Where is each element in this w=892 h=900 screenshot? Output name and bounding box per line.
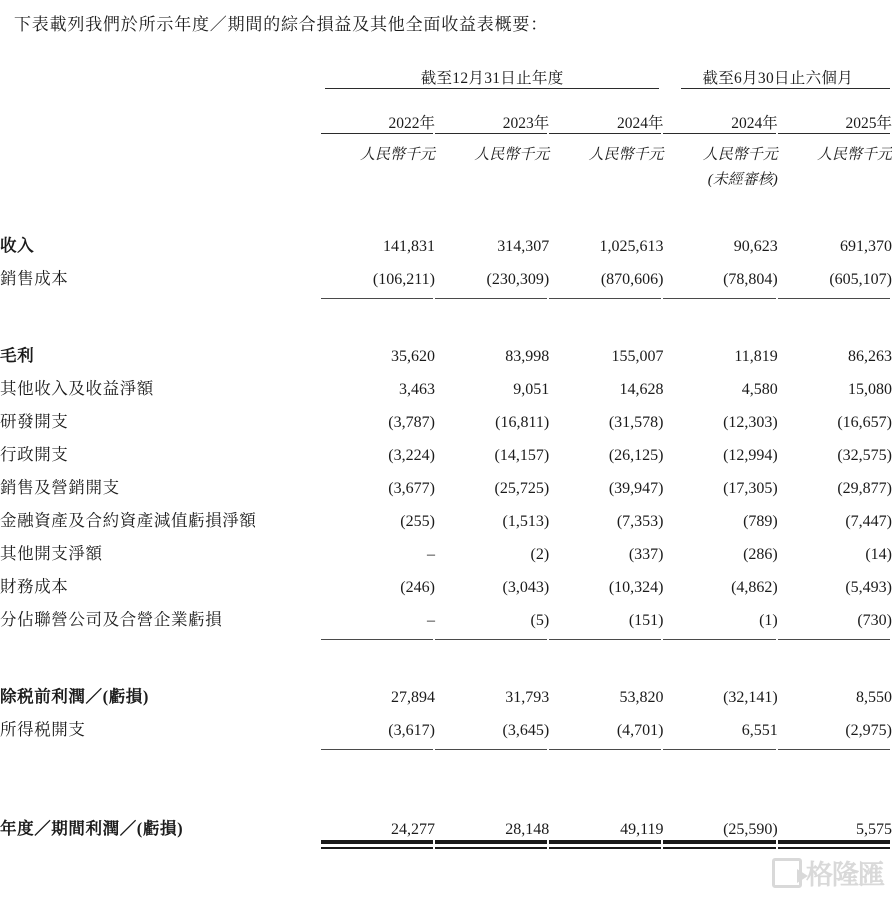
cell-selling-marketing-2022: (3,677) (388, 480, 435, 497)
cell-share-of-losses-2022: – (426, 612, 435, 629)
cell-other-expenses-2024h1: (286) (743, 546, 778, 563)
year-header-2025-interim: 2025年 (845, 115, 892, 132)
unit-label-2024-annual: 人民幣千元 (588, 147, 664, 163)
spacer-after-year-rule (0, 134, 892, 143)
total-double-rule-row (0, 839, 892, 849)
row-label-admin-expenses: 行政開支 (0, 445, 69, 464)
subtotal-rule-pretax-2023 (435, 630, 549, 640)
cell-profit-before-tax-2024h1: (32,141) (723, 689, 778, 706)
year-header-2023: 2023年 (502, 115, 550, 132)
cell-impairment-losses-2022: (255) (400, 513, 435, 530)
cell-selling-marketing-2023: (25,725) (494, 480, 550, 497)
year-header-2024-interim: 2024年 (731, 115, 778, 132)
watermark (772, 853, 884, 892)
subtotal-rule-pretax-2025h1 (778, 630, 892, 640)
cell-admin-expenses-2025h1: (32,575) (837, 447, 892, 464)
subtotal-rule-pretax-2022 (321, 630, 435, 640)
row-label-gross-profit: 毛利 (0, 346, 35, 365)
subtotal-rule-net-2023 (435, 740, 549, 750)
spacer-before-net-profit (0, 750, 892, 784)
total-rule-2022 (321, 839, 435, 849)
unit-header-row (0, 143, 892, 164)
subtotal-rule-net-2024h1 (663, 740, 777, 750)
cell-share-of-losses-2024: (151) (628, 612, 664, 629)
spacer-before-net-profit-2 (0, 784, 892, 806)
table-row (0, 564, 892, 597)
year-header-2022: 2022年 (388, 115, 435, 132)
table-row (0, 366, 892, 399)
subtotal-rule-net-2022 (321, 740, 435, 750)
cell-admin-expenses-2024h1: (12,994) (723, 447, 778, 464)
unit-header-spacer (0, 143, 321, 164)
cell-cost-of-sales-2024: (870,606) (600, 271, 664, 288)
subtotal-rule-net-2024 (549, 740, 663, 750)
subtotal-rule-row (0, 289, 892, 299)
cell-other-income-2025h1: 15,080 (848, 381, 892, 398)
subtotal-rule-pretax-2024h1 (663, 630, 777, 640)
cell-impairment-losses-2024: (7,353) (616, 513, 664, 530)
spacer-before-body (0, 189, 892, 223)
cell-revenue-2025h1: 691,370 (840, 238, 892, 255)
cell-income-tax-2024h1: 6,551 (741, 722, 778, 739)
row-label-profit-for-period: 年度／期間利潤／(虧損) (0, 819, 184, 838)
subtotal-rule-2024 (549, 289, 663, 299)
subtotal-rule-net-2025h1 (778, 740, 892, 750)
table-row (0, 806, 892, 839)
cell-finance-costs-2024h1: (4,862) (731, 579, 778, 596)
cell-profit-before-tax-2025h1: 8,550 (856, 689, 892, 706)
watermark-text: 格隆匯 (806, 860, 884, 891)
cell-rnd-expenses-2023: (16,811) (495, 414, 550, 431)
table-row (0, 465, 892, 498)
cell-cost-of-sales-2023: (230,309) (486, 271, 550, 288)
table-row (0, 498, 892, 531)
cell-share-of-losses-2023: (5) (530, 612, 550, 629)
subtotal-rule-2024h1 (663, 289, 777, 299)
row-label-revenue: 收入 (0, 236, 35, 255)
financial-summary-table (0, 66, 892, 849)
subtotal-rule-2023 (435, 289, 549, 299)
cell-other-income-2022: 3,463 (398, 381, 435, 398)
year-header-row (0, 111, 892, 133)
cell-other-expenses-2024: (337) (628, 546, 664, 563)
row-label-impairment-losses: 金融資產及合約資產減值虧損淨額 (0, 511, 257, 530)
table-row (0, 597, 892, 630)
cell-selling-marketing-2025h1: (29,877) (837, 480, 892, 497)
cell-rnd-expenses-2022: (3,787) (388, 414, 435, 431)
cell-profit-before-tax-2022: 27,894 (390, 689, 435, 706)
row-label-other-expenses: 其他開支淨額 (0, 544, 103, 563)
cell-cost-of-sales-2022: (106,211) (372, 271, 435, 288)
cell-gross-profit-2025h1: 86,263 (848, 348, 892, 365)
cell-revenue-2024h1: 90,623 (733, 238, 778, 255)
subtotal-rule-pretax-2024 (549, 630, 663, 640)
cell-other-income-2024h1: 4,580 (741, 381, 778, 398)
cell-income-tax-2025h1: (2,975) (845, 722, 892, 739)
cell-cost-of-sales-2025h1: (605,107) (829, 271, 892, 288)
cell-admin-expenses-2024: (26,125) (608, 447, 664, 464)
row-label-income-tax: 所得税開支 (0, 720, 86, 739)
unit-label-2022: 人民幣千元 (359, 147, 435, 163)
cell-profit-for-period-2025h1: 5,575 (856, 821, 892, 838)
table-row (0, 432, 892, 465)
audit-note-unaudited: (未經審核) (707, 172, 778, 188)
cell-gross-profit-2022: 35,620 (390, 348, 435, 365)
row-label-rnd-expenses: 研發開支 (0, 412, 69, 431)
total-rule-2024 (549, 839, 663, 849)
group-header-spacer (0, 66, 321, 88)
cell-profit-for-period-2023: 28,148 (505, 821, 550, 838)
spacer-before-pretax (0, 640, 892, 674)
table-row (0, 399, 892, 432)
cell-profit-for-period-2024h1: (25,590) (723, 821, 778, 838)
year-header-spacer (0, 111, 321, 133)
group-header-annual: 截至12月31日止年度 (420, 70, 564, 87)
subtotal-rule-row (0, 740, 892, 750)
cell-cost-of-sales-2024h1: (78,804) (723, 271, 778, 288)
cell-share-of-losses-2025h1: (730) (857, 612, 892, 629)
cell-profit-before-tax-2024: 53,820 (619, 689, 664, 706)
table-row (0, 707, 892, 740)
cell-rnd-expenses-2024: (31,578) (608, 414, 664, 431)
row-label-other-income: 其他收入及收益淨額 (0, 379, 154, 398)
subtotal-rule-2025h1 (778, 289, 892, 299)
spacer-before-gross-profit (0, 299, 892, 333)
table-row (0, 256, 892, 289)
table-row (0, 223, 892, 256)
intro-paragraph: 下表載列我們於所示年度／期間的綜合損益及其他全面收益表概要： (14, 15, 548, 34)
total-rule-2023 (435, 839, 549, 849)
cell-income-tax-2023: (3,645) (502, 722, 550, 739)
cell-admin-expenses-2022: (3,224) (388, 447, 435, 464)
row-label-cost-of-sales: 銷售成本 (0, 269, 69, 288)
cell-profit-for-period-2024: 49,119 (620, 821, 664, 838)
group-header-row (0, 66, 892, 88)
cell-rnd-expenses-2025h1: (16,657) (837, 414, 892, 431)
row-label-finance-costs: 財務成本 (0, 577, 69, 596)
group-header-interim: 截至6月30日止六個月 (702, 70, 854, 87)
row-label-share-of-losses: 分佔聯營公司及合營企業虧損 (0, 610, 223, 629)
cell-other-expenses-2023: (2) (530, 546, 550, 563)
spacer-after-group-rule (0, 89, 892, 111)
unit-label-2023: 人民幣千元 (474, 147, 550, 163)
cell-gross-profit-2024h1: 11,819 (734, 348, 778, 365)
table-row (0, 333, 892, 366)
table-row (0, 531, 892, 564)
table-row (0, 674, 892, 707)
watermark-logo-icon (772, 858, 802, 888)
row-label-selling-marketing: 銷售及營銷開支 (0, 478, 120, 497)
cell-finance-costs-2022: (246) (400, 579, 435, 596)
cell-profit-for-period-2022: 24,277 (390, 821, 435, 838)
cell-impairment-losses-2025h1: (7,447) (845, 513, 892, 530)
cell-impairment-losses-2023: (1,513) (502, 513, 550, 530)
cell-selling-marketing-2024: (39,947) (608, 480, 664, 497)
cell-gross-profit-2024: 155,007 (611, 348, 664, 365)
cell-share-of-losses-2024h1: (1) (759, 612, 778, 629)
subtotal-rule-2022 (321, 289, 435, 299)
unit-label-2024-interim: 人民幣千元 (702, 147, 778, 163)
cell-admin-expenses-2023: (14,157) (494, 447, 550, 464)
total-rule-2024h1 (663, 839, 777, 849)
cell-finance-costs-2024: (10,324) (608, 579, 664, 596)
cell-profit-before-tax-2023: 31,793 (505, 689, 550, 706)
cell-finance-costs-2023: (3,043) (502, 579, 550, 596)
cell-other-income-2024: 14,628 (619, 381, 664, 398)
cell-revenue-2023: 314,307 (497, 238, 550, 255)
unit-label-2025-interim: 人民幣千元 (816, 147, 892, 163)
cell-impairment-losses-2024h1: (789) (743, 513, 778, 530)
audit-note-row (0, 164, 892, 189)
cell-income-tax-2022: (3,617) (388, 722, 435, 739)
cell-income-tax-2024: (4,701) (616, 722, 664, 739)
cell-other-expenses-2022: – (426, 546, 435, 563)
row-label-profit-before-tax: 除税前利潤／(虧損) (0, 687, 149, 706)
cell-rnd-expenses-2024h1: (12,303) (723, 414, 778, 431)
cell-gross-profit-2023: 83,998 (505, 348, 550, 365)
audit-note-spacer (0, 164, 321, 189)
cell-revenue-2024: 1,025,613 (599, 238, 664, 255)
cell-selling-marketing-2024h1: (17,305) (723, 480, 778, 497)
cell-finance-costs-2025h1: (5,493) (845, 579, 892, 596)
year-header-2024-annual: 2024年 (616, 115, 664, 132)
subtotal-rule-row (0, 630, 892, 640)
cell-other-income-2023: 9,051 (513, 381, 550, 398)
cell-other-expenses-2025h1: (14) (865, 546, 892, 563)
cell-revenue-2022: 141,831 (382, 238, 435, 255)
total-rule-2025h1 (778, 839, 892, 849)
